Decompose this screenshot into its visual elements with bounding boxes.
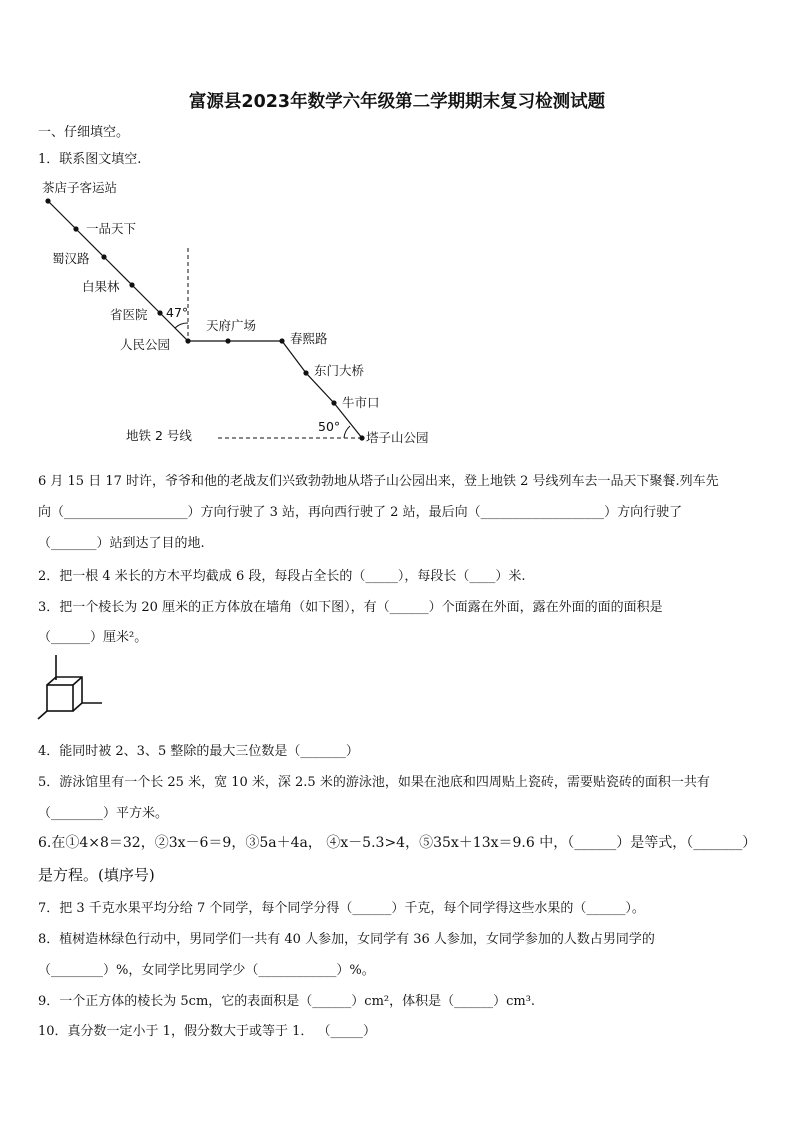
question-2: 2．把一根 4 米长的方木平均截成 6 段，每段占全长的（_____），每段长（____）米.	[38, 569, 526, 584]
station-dot	[279, 338, 284, 343]
question-4: 4．能同时被 2、3、5 整除的最大三位数是（_______）	[38, 744, 359, 759]
page-title: 富源县2023年数学六年级第二学期期末复习检测试题	[188, 92, 606, 112]
question-1-text-2: 向（___________________）方向行驶了 3 站，再向西行驶了 2 站，最后向（___________________）方向行驶了	[38, 505, 683, 520]
station-label-dongmendaqiao: 东门大桥	[314, 363, 365, 378]
station-label-shuhanlu: 蜀汉路	[52, 251, 90, 266]
station-label-yipintianxia: 一品天下	[86, 221, 137, 236]
station-label-tazishan: 塔子山公园	[366, 430, 429, 445]
question-8-line-1: 8．植树造林绿色行动中，男同学们一共有 40 人参加，女同学有 36 人参加，女同学参加的人数占男同学的	[38, 932, 655, 947]
question-5-line-1: 5．游泳馆里有一个长 25 米，宽 10 米，深 2.5 米的游泳池，如果在池底和四周贴上瓷砖，需要贴瓷砖的面积一共有	[38, 775, 710, 790]
station-dot	[185, 338, 190, 343]
question-1-label: 1．联系图文填空.	[38, 152, 142, 167]
angle-label-top: 47°	[166, 305, 189, 320]
metro-line-label: 地铁 2 号线	[126, 428, 192, 443]
question-5-line-2: （________）平方米。	[38, 806, 169, 821]
station-dot	[73, 226, 78, 231]
route-line	[48, 201, 362, 438]
station-dot	[45, 198, 50, 203]
section-heading: 一、仔细填空。	[38, 125, 130, 140]
question-6-line-1: 6.在①4×8＝32，②3x－6＝9，③5a＋4a， ④x－5.3>4，⑤35x＋13x＝9.6 中，（______）是等式，（_______）	[38, 835, 757, 851]
station-label-renmingongyuan: 人民公园	[120, 337, 171, 352]
question-6-line-2: 是方程。(填序号)	[38, 866, 155, 884]
subway-map	[0, 0, 794, 460]
question-1-text-1: 6 月 15 日 17 时许，爷爷和他的老战友们兴致勃勃地从塔子山公园出来，登上地铁 2 号线列车去一品天下聚餐.列车先	[38, 474, 719, 489]
angle-label-bottom: 50°	[318, 419, 341, 434]
station-dot	[303, 370, 308, 375]
question-3-line-1: 3．把一个棱长为 20 厘米的正方体放在墙角（如下图），有（______）个面露在外面，露在外面的面的面积是	[38, 600, 663, 615]
angle-arc-top	[175, 323, 188, 328]
question-10: 10．真分数一定小于 1，假分数大于或等于 1． （_____）	[38, 1024, 376, 1039]
station-label-chadianzi: 茶店子客运站	[42, 180, 118, 195]
station-dot	[331, 400, 336, 405]
question-9: 9．一个正方体的棱长为 5cm，它的表面积是（______）cm²，体积是（______）cm³.	[38, 994, 536, 1009]
question-3-line-2: （______）厘米²。	[38, 630, 148, 645]
station-dot	[359, 435, 364, 440]
station-dot	[101, 254, 106, 259]
station-label-tianfuguangchang: 天府广场	[206, 318, 257, 333]
question-8-line-2: （________）%，女同学比男同学少（____________）%。	[38, 963, 375, 978]
station-dot	[129, 282, 134, 287]
station-dot	[157, 310, 162, 315]
station-label-baiguolin: 白果林	[82, 279, 120, 294]
cube-in-corner-figure	[36, 655, 106, 725]
station-label-niushikou: 牛市口	[342, 395, 380, 410]
angle-arc-bottom	[344, 426, 350, 438]
station-label-shengyiyuan: 省医院	[110, 307, 148, 322]
question-1-text-3: （_______）站到达了目的地.	[38, 536, 205, 551]
station-label-chunxilu: 春熙路	[290, 331, 328, 346]
question-7: 7．把 3 千克水果平均分给 7 个同学，每个同学分得（______）千克，每个同学得这些水果的（______）。	[38, 901, 645, 916]
station-dot	[225, 338, 230, 343]
